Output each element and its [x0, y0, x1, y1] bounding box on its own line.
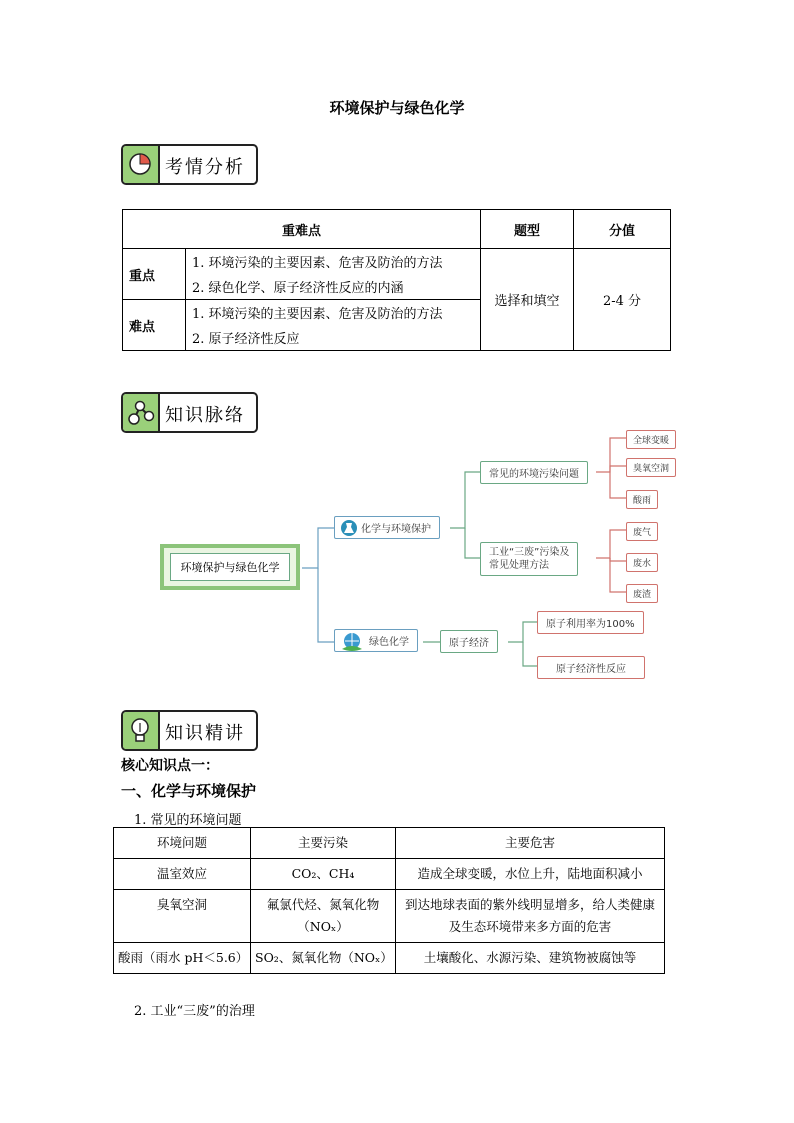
section-badge-analysis — [121, 144, 258, 185]
t2-header-harm: 主要危害 — [396, 828, 665, 859]
key-label: 重点 — [123, 249, 186, 300]
env-problems-table — [113, 827, 665, 974]
mind-map — [0, 420, 794, 685]
item-common-problems: 1. 常见的环境问题 — [134, 813, 242, 828]
key-item-2: 2. 绿色化学、原子经济性反应的内涵 — [186, 274, 481, 300]
header-difficulty: 重难点 — [123, 210, 481, 249]
t2-cell: 到达地球表面的紫外线明显增多，给人类健康及生态环境带来多方面的危害 — [396, 890, 665, 943]
mind-leaf-atom-utilization: 原子利用率为100% — [537, 611, 644, 634]
t2-cell: 造成全球变暖，水位上升，陆地面积减小 — [396, 859, 665, 890]
t2-cell: 土壤酸化、水源污染、建筑物被腐蚀等 — [396, 943, 665, 974]
t2-cell: 酸雨（雨水 pH＜5.6） — [114, 943, 251, 974]
flask-icon — [340, 519, 358, 540]
mind-leaf-atom-economic-reaction: 原子经济性反应 — [537, 656, 645, 679]
mind-branch-env — [334, 516, 440, 539]
score-value: 2-4 分 — [574, 249, 671, 351]
hard-item-1: 1. 环境污染的主要因素、危害及防治的方法 — [186, 300, 481, 326]
mind-root — [160, 544, 300, 590]
hard-label: 难点 — [123, 300, 186, 351]
mind-leaf-waste-residue: 废渣 — [626, 584, 658, 603]
section-badge-explain — [121, 710, 258, 751]
section-label: 考情分析 — [165, 157, 245, 178]
section-label: 知识脉络 — [165, 405, 245, 426]
header-score: 分值 — [574, 210, 671, 249]
mind-node-three-wastes — [480, 542, 578, 576]
mind-leaf-waste-gas: 废气 — [626, 522, 658, 541]
section-label: 知识精讲 — [165, 723, 245, 744]
t2-header-pollutant: 主要污染 — [251, 828, 396, 859]
hard-item-2: 2. 原子经济性反应 — [186, 325, 481, 351]
mind-branch-green-label: 绿色化学 — [369, 637, 409, 648]
mind-leaf-global-warming: 全球变暖 — [626, 430, 676, 449]
mind-branch-env-label: 化学与环境保护 — [361, 524, 431, 535]
three-wastes-line1: 工业“三废”污染及 — [489, 547, 570, 558]
lightbulb-icon — [123, 712, 160, 749]
item-three-wastes: 2. 工业“三废”的治理 — [134, 1004, 255, 1019]
mind-leaf-waste-water: 废水 — [626, 553, 658, 572]
t2-cell: 臭氧空洞 — [114, 890, 251, 943]
mind-node-env-problems: 常见的环境污染问题 — [480, 461, 588, 484]
globe-icon — [340, 631, 364, 656]
t2-cell: 氟氯代烃、氮氧化物（NOₓ） — [251, 890, 396, 943]
question-type: 选择和填空 — [481, 249, 574, 351]
t2-cell: 温室效应 — [114, 859, 251, 890]
difficulty-table — [122, 209, 671, 351]
t2-cell: SO₂、氮氧化物（NOₓ） — [251, 943, 396, 974]
three-wastes-line2: 常见处理方法 — [489, 560, 549, 571]
mind-root-label: 环境保护与绿色化学 — [170, 553, 290, 581]
mind-node-atom-economy: 原子经济 — [440, 630, 498, 653]
heading-env-protection: 一、化学与环境保护 — [121, 782, 257, 800]
pie-chart-icon — [123, 146, 160, 183]
t2-header-problem: 环境问题 — [114, 828, 251, 859]
page-title: 环境保护与绿色化学 — [329, 99, 465, 117]
core-point-label: 核心知识点一： — [121, 758, 219, 774]
mind-branch-green — [334, 629, 418, 652]
key-item-1: 1. 环境污染的主要因素、危害及防治的方法 — [186, 249, 481, 275]
header-type: 题型 — [481, 210, 574, 249]
t2-cell: CO₂、CH₄ — [251, 859, 396, 890]
mind-leaf-ozone-hole: 臭氧空洞 — [626, 458, 676, 477]
mind-leaf-acid-rain: 酸雨 — [626, 490, 658, 509]
